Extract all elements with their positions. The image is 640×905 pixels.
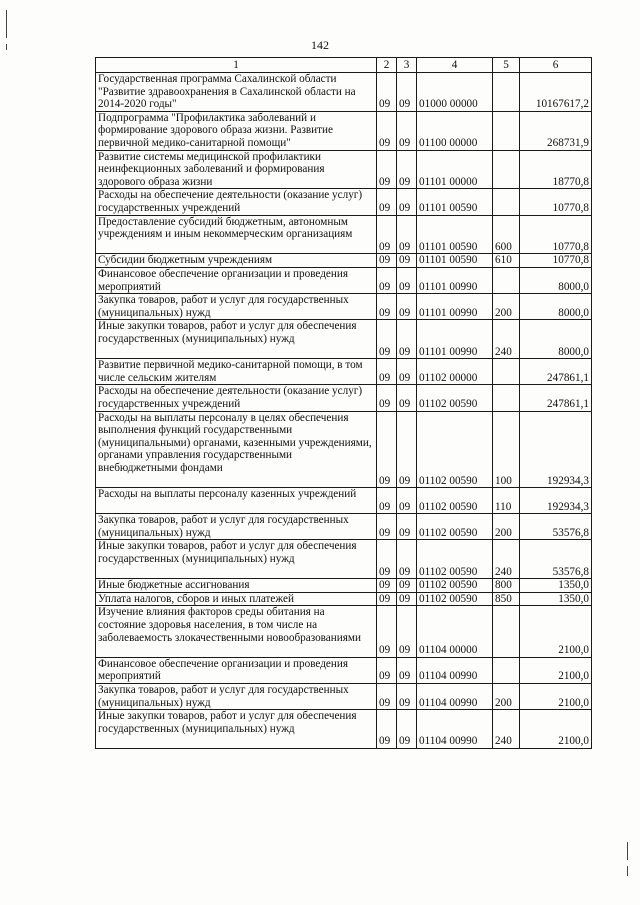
expense-type-code: 240	[493, 710, 520, 749]
table-row	[96, 540, 592, 579]
row-name: Предоставление субсидий бюджетным, автономным учреждениям и иным некоммерческим организациям	[96, 215, 377, 254]
table-row	[96, 592, 592, 606]
amount: 8000,0	[520, 267, 592, 293]
row-name: Расходы на обеспечение деятельности (оказание услуг) государственных учреждений	[96, 385, 377, 411]
expense-type-code	[493, 267, 520, 293]
subsection-code: 09	[397, 189, 417, 215]
subsection-code: 09	[397, 267, 417, 293]
scan-mark	[627, 842, 628, 860]
amount: 10770,8	[520, 254, 592, 268]
expense-type-code: 610	[493, 254, 520, 268]
column-header: 1	[96, 58, 377, 73]
target-article-code: 01101 00990	[417, 294, 493, 320]
subsection-code: 09	[397, 710, 417, 749]
section-code: 09	[377, 254, 397, 268]
expense-type-code: 200	[493, 294, 520, 320]
subsection-code: 09	[397, 150, 417, 189]
table-row	[96, 710, 592, 749]
subsection-code: 09	[397, 488, 417, 514]
subsection-code: 09	[397, 359, 417, 385]
target-article-code: 01101 00590	[417, 215, 493, 254]
table-row	[96, 579, 592, 593]
row-name: Финансовое обеспечение организации и проведения мероприятий	[96, 267, 377, 293]
amount: 247861,1	[520, 385, 592, 411]
target-article-code: 01100 00000	[417, 111, 493, 150]
subsection-code: 09	[397, 320, 417, 359]
budget-table	[95, 57, 592, 749]
table-row	[96, 111, 592, 150]
column-header: 6	[520, 58, 592, 73]
target-article-code: 01102 00590	[417, 579, 493, 593]
table-row	[96, 294, 592, 320]
target-article-code: 01102 00590	[417, 411, 493, 488]
column-header: 4	[417, 58, 493, 73]
target-article-code: 01101 00590	[417, 189, 493, 215]
subsection-code: 09	[397, 385, 417, 411]
section-code: 09	[377, 540, 397, 579]
row-name: Подпрограмма "Профилактика заболеваний и формирование здорового образа жизни. Развитие первичной медико-санитарной помощи"	[96, 111, 377, 150]
amount: 53576,8	[520, 514, 592, 540]
expense-type-code: 240	[493, 320, 520, 359]
table-row	[96, 488, 592, 514]
amount: 1350,0	[520, 579, 592, 593]
section-code: 09	[377, 294, 397, 320]
section-code: 09	[377, 189, 397, 215]
scan-mark	[6, 44, 7, 50]
amount: 2100,0	[520, 710, 592, 749]
amount: 10770,8	[520, 189, 592, 215]
table-row	[96, 385, 592, 411]
row-name: Государственная программа Сахалинской области "Развитие здравоохранения в Сахалинской области на 2014-2020 годы"	[96, 73, 377, 112]
row-name: Изучение влияния факторов среды обитания на состояние здоровья населения, в том числе на заболеваемость злокачественными новообразованиями	[96, 606, 377, 657]
table-row	[96, 657, 592, 683]
row-name: Расходы на обеспечение деятельности (оказание услуг) государственных учреждений	[96, 189, 377, 215]
section-code: 09	[377, 710, 397, 749]
subsection-code: 09	[397, 514, 417, 540]
amount: 2100,0	[520, 657, 592, 683]
expense-type-code: 600	[493, 215, 520, 254]
section-code: 09	[377, 579, 397, 593]
table-row	[96, 267, 592, 293]
section-code: 09	[377, 488, 397, 514]
expense-type-code	[493, 73, 520, 112]
amount: 53576,8	[520, 540, 592, 579]
column-header: 3	[397, 58, 417, 73]
amount: 268731,9	[520, 111, 592, 150]
expense-type-code	[493, 657, 520, 683]
header-row	[96, 58, 592, 73]
table-row	[96, 514, 592, 540]
target-article-code: 01104 00990	[417, 684, 493, 710]
table-row	[96, 189, 592, 215]
subsection-code: 09	[397, 111, 417, 150]
column-header: 2	[377, 58, 397, 73]
table-row	[96, 254, 592, 268]
table-row	[96, 684, 592, 710]
target-article-code: 01104 00990	[417, 710, 493, 749]
table-row	[96, 150, 592, 189]
row-name: Уплата налогов, сборов и иных платежей	[96, 592, 377, 606]
target-article-code: 01101 00000	[417, 150, 493, 189]
subsection-code: 09	[397, 592, 417, 606]
row-name: Иные бюджетные ассигнования	[96, 579, 377, 593]
target-article-code: 01102 00590	[417, 488, 493, 514]
subsection-code: 09	[397, 540, 417, 579]
expense-type-code: 240	[493, 540, 520, 579]
section-code: 09	[377, 215, 397, 254]
target-article-code: 01101 00990	[417, 267, 493, 293]
amount: 10770,8	[520, 215, 592, 254]
table-row	[96, 73, 592, 112]
expense-type-code	[493, 150, 520, 189]
target-article-code: 01000 00000	[417, 73, 493, 112]
row-name: Финансовое обеспечение организации и проведения мероприятий	[96, 657, 377, 683]
section-code: 09	[377, 592, 397, 606]
section-code: 09	[377, 150, 397, 189]
section-code: 09	[377, 359, 397, 385]
expense-type-code: 800	[493, 579, 520, 593]
target-article-code: 01102 00000	[417, 359, 493, 385]
section-code: 09	[377, 73, 397, 112]
table-row	[96, 606, 592, 657]
table-row	[96, 411, 592, 488]
subsection-code: 09	[397, 579, 417, 593]
table-row	[96, 359, 592, 385]
row-name: Расходы на выплаты персоналу в целях обеспечения выполнения функций государственными (муниципальными) органами, казенными учреждениями, органами управления государственными внебюджетными фондами	[96, 411, 377, 488]
target-article-code: 01104 00990	[417, 657, 493, 683]
subsection-code: 09	[397, 411, 417, 488]
table-row	[96, 215, 592, 254]
row-name: Расходы на выплаты персоналу казенных учреждений	[96, 488, 377, 514]
subsection-code: 09	[397, 657, 417, 683]
target-article-code: 01101 00590	[417, 254, 493, 268]
expense-type-code: 100	[493, 411, 520, 488]
amount: 2100,0	[520, 684, 592, 710]
page-number: 142	[311, 38, 329, 52]
table-row	[96, 320, 592, 359]
expense-type-code	[493, 606, 520, 657]
table-body	[96, 73, 592, 749]
subsection-code: 09	[397, 215, 417, 254]
section-code: 09	[377, 684, 397, 710]
subsection-code: 09	[397, 684, 417, 710]
target-article-code: 01102 00590	[417, 514, 493, 540]
target-article-code: 01102 00590	[417, 592, 493, 606]
amount: 10167617,2	[520, 73, 592, 112]
row-name: Иные закупки товаров, работ и услуг для обеспечения государственных (муниципальных) нужд	[96, 320, 377, 359]
row-name: Закупка товаров, работ и услуг для государственных (муниципальных) нужд	[96, 294, 377, 320]
row-name: Субсидии бюджетным учреждениям	[96, 254, 377, 268]
section-code: 09	[377, 385, 397, 411]
scan-mark	[6, 10, 7, 38]
row-name: Иные закупки товаров, работ и услуг для обеспечения государственных (муниципальных) нужд	[96, 540, 377, 579]
amount: 8000,0	[520, 320, 592, 359]
expense-type-code: 110	[493, 488, 520, 514]
amount: 2100,0	[520, 606, 592, 657]
expense-type-code	[493, 111, 520, 150]
row-name: Иные закупки товаров, работ и услуг для обеспечения государственных (муниципальных) нужд	[96, 710, 377, 749]
section-code: 09	[377, 267, 397, 293]
target-article-code: 01101 00990	[417, 320, 493, 359]
section-code: 09	[377, 411, 397, 488]
subsection-code: 09	[397, 73, 417, 112]
column-header: 5	[493, 58, 520, 73]
amount: 18770,8	[520, 150, 592, 189]
subsection-code: 09	[397, 606, 417, 657]
expense-type-code: 200	[493, 514, 520, 540]
subsection-code: 09	[397, 294, 417, 320]
target-article-code: 01104 00000	[417, 606, 493, 657]
row-name: Развитие первичной медико-санитарной помощи, в том числе сельским жителям	[96, 359, 377, 385]
expense-type-code: 850	[493, 592, 520, 606]
amount: 1350,0	[520, 592, 592, 606]
amount: 192934,3	[520, 411, 592, 488]
section-code: 09	[377, 111, 397, 150]
expense-type-code: 200	[493, 684, 520, 710]
amount: 8000,0	[520, 294, 592, 320]
section-code: 09	[377, 320, 397, 359]
subsection-code: 09	[397, 254, 417, 268]
section-code: 09	[377, 606, 397, 657]
amount: 247861,1	[520, 359, 592, 385]
row-name: Развитие системы медицинской профилактики неинфекционных заболеваний и формирования здорового образа жизни	[96, 150, 377, 189]
section-code: 09	[377, 657, 397, 683]
row-name: Закупка товаров, работ и услуг для государственных (муниципальных) нужд	[96, 684, 377, 710]
target-article-code: 01102 00590	[417, 385, 493, 411]
target-article-code: 01102 00590	[417, 540, 493, 579]
expense-type-code	[493, 359, 520, 385]
expense-type-code	[493, 189, 520, 215]
expense-type-code	[493, 385, 520, 411]
amount: 192934,3	[520, 488, 592, 514]
row-name: Закупка товаров, работ и услуг для государственных (муниципальных) нужд	[96, 514, 377, 540]
scan-mark	[627, 866, 628, 876]
section-code: 09	[377, 514, 397, 540]
